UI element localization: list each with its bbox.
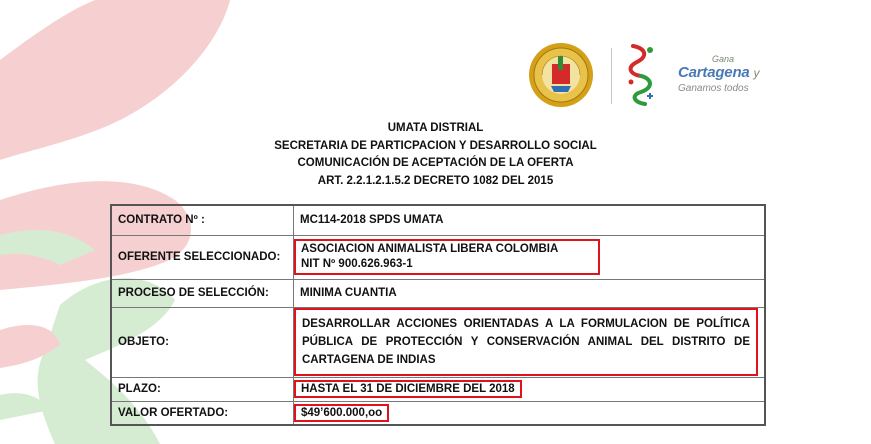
table-row-objeto (111, 307, 765, 377)
brand-small-text: Gana (712, 54, 735, 64)
header-line-4: ART. 2.2.1.2.1.5.2 DECRETO 1082 DEL 2015 (317, 174, 554, 187)
table-row-plazo (111, 377, 765, 401)
objeto-value: DESARROLLAR ACCIONES ORIENTADAS A LA FORMULACION DE POLÍTICA PÚBLICA DE PROTECCIÓN Y CONSERVACIÓN ANIMAL DEL DISTRITO DE CARTAGENA DE INDIAS (302, 318, 750, 366)
objeto-highlight (294, 308, 758, 376)
brand-y-text: y (753, 66, 760, 80)
plazo-highlight (294, 380, 522, 398)
header-logos (528, 42, 768, 110)
valor-highlight (294, 404, 389, 422)
plazo-label: PLAZO: (111, 377, 294, 401)
valor-value-cell (294, 401, 766, 425)
oferente-label: OFERENTE SELECCIONADO: (111, 235, 294, 279)
proceso-value: MINIMA CUANTIA (294, 279, 766, 307)
plazo-value: HASTA EL 31 DE DICIEMBRE DEL 2018 (301, 383, 515, 395)
plazo-value-cell (294, 377, 766, 401)
city-seal-icon (528, 42, 594, 108)
table-row-proceso (111, 279, 765, 307)
valor-value: $49’600.000,oo (301, 406, 383, 419)
table-row-valor (111, 401, 765, 425)
contrato-label: CONTRATO Nº : (111, 205, 294, 235)
document-header (0, 120, 871, 190)
header-line-1: UMATA DISTRIAL (387, 122, 484, 134)
contrato-value: MC114-2018 SPDS UMATA (294, 205, 766, 235)
header-line-3: COMUNICACIÓN DE ACEPTACIÓN DE LA OFERTA (297, 157, 574, 169)
table-row-oferente (111, 235, 765, 279)
gana-cartagena-logo-icon (623, 42, 661, 108)
brand-main-text: Cartagena y (678, 64, 760, 81)
objeto-label: OBJETO: (111, 307, 294, 377)
objeto-value-cell (294, 307, 766, 377)
proceso-label: PROCESO DE SELECCIÓN: (111, 279, 294, 307)
brand-wordmark (678, 54, 778, 104)
header-line-2: SECRETARIA DE PARTICPACION Y DESARROLLO SOCIAL (274, 139, 597, 152)
oferente-name: ASOCIACION ANIMALISTA LIBERA COLOMBIA (301, 243, 559, 255)
oferente-highlight (294, 239, 600, 275)
table-row-contrato (111, 205, 765, 235)
oferente-value-cell (294, 235, 766, 279)
valor-label: VALOR OFERTADO: (111, 401, 294, 425)
contract-info-table (110, 204, 766, 426)
brand-subtitle: Ganamos todos (678, 83, 749, 94)
logo-divider (611, 48, 612, 104)
oferente-nit: NIT Nº 900.626.963-1 (301, 258, 413, 270)
